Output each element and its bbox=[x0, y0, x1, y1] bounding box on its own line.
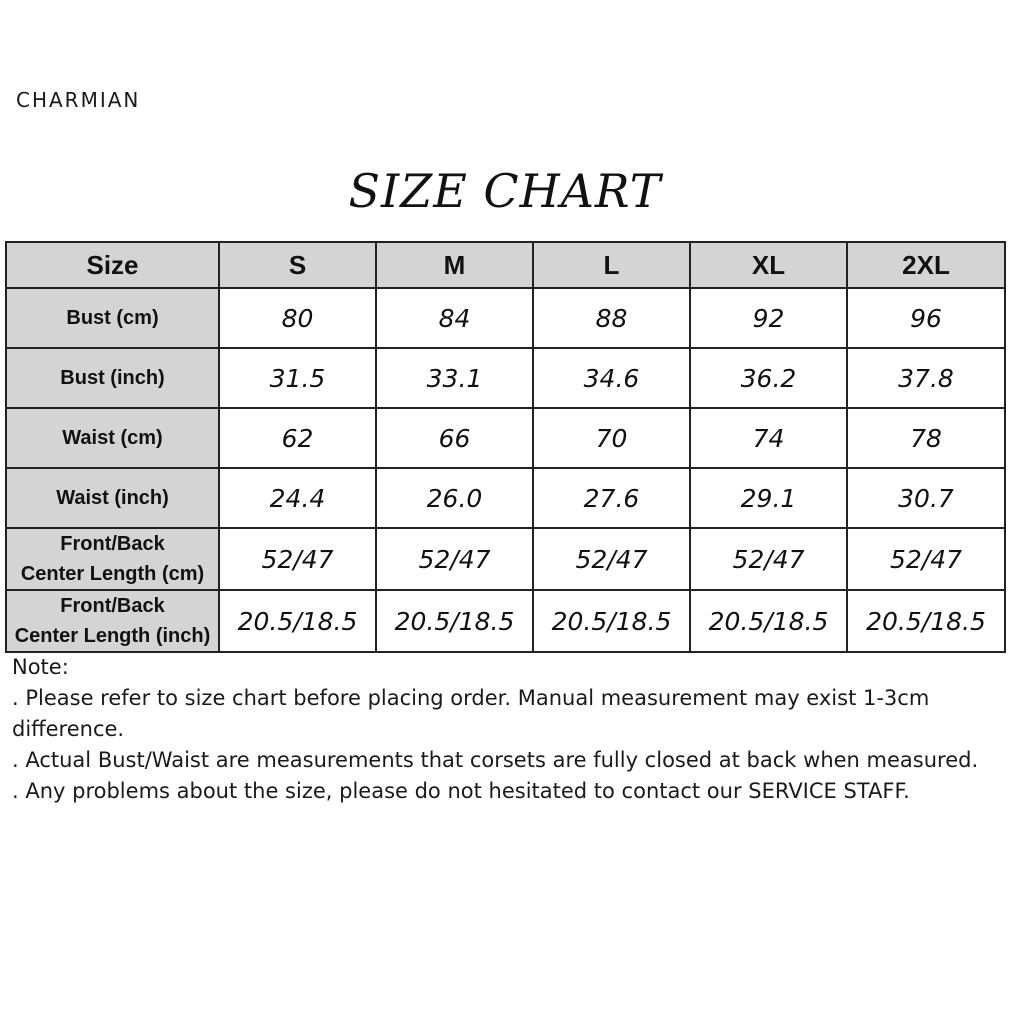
table-row bbox=[6, 528, 1005, 590]
table-cell: 20.5/18.5 bbox=[690, 590, 847, 652]
table-row bbox=[6, 408, 1005, 468]
notes-section bbox=[12, 652, 997, 807]
table-cell: 52/47 bbox=[376, 528, 533, 590]
table-cell: 78 bbox=[847, 408, 1005, 468]
table-cell: 84 bbox=[376, 288, 533, 348]
table-cell: 29.1 bbox=[690, 468, 847, 528]
table-cell: 92 bbox=[690, 288, 847, 348]
table-cell: 88 bbox=[533, 288, 690, 348]
table-row bbox=[6, 288, 1005, 348]
table-cell: 74 bbox=[690, 408, 847, 468]
row-label-line: Front/Back bbox=[60, 595, 165, 617]
brand-logo: CHARMIAN bbox=[16, 88, 141, 112]
row-label-line: Center Length (cm) bbox=[20, 563, 205, 585]
notes-heading: Note: bbox=[12, 655, 69, 679]
table-cell: 20.5/18.5 bbox=[847, 590, 1005, 652]
table-cell: 80 bbox=[219, 288, 376, 348]
note-item: . Please refer to size chart before placing order. Manual measurement may exist 1-3cm difference. bbox=[12, 686, 930, 741]
table-cell: 66 bbox=[376, 408, 533, 468]
column-header-s: S bbox=[219, 242, 376, 288]
table-cell: 30.7 bbox=[847, 468, 1005, 528]
table-cell: 24.4 bbox=[219, 468, 376, 528]
column-header-l: L bbox=[533, 242, 690, 288]
row-label-bust-cm: Bust (cm) bbox=[6, 288, 219, 348]
column-header-m: M bbox=[376, 242, 533, 288]
table-cell: 26.0 bbox=[376, 468, 533, 528]
table-cell: 52/47 bbox=[847, 528, 1005, 590]
table-cell: 96 bbox=[847, 288, 1005, 348]
table-cell: 70 bbox=[533, 408, 690, 468]
table-cell: 20.5/18.5 bbox=[533, 590, 690, 652]
column-header-size: Size bbox=[6, 242, 219, 288]
table-cell: 31.5 bbox=[219, 348, 376, 408]
row-label-line: Front/Back bbox=[60, 533, 165, 555]
row-label-length-cm bbox=[6, 528, 219, 590]
table-cell: 52/47 bbox=[690, 528, 847, 590]
table-row bbox=[6, 468, 1005, 528]
table-cell: 33.1 bbox=[376, 348, 533, 408]
table-cell: 37.8 bbox=[847, 348, 1005, 408]
table-cell: 36.2 bbox=[690, 348, 847, 408]
table-cell: 52/47 bbox=[219, 528, 376, 590]
note-item: . Any problems about the size, please do not hesitated to contact our SERVICE STAFF. bbox=[12, 779, 910, 803]
page-title: SIZE CHART bbox=[348, 164, 662, 218]
table-header-row bbox=[6, 242, 1005, 288]
table-row bbox=[6, 348, 1005, 408]
table-cell: 52/47 bbox=[533, 528, 690, 590]
table-cell: 34.6 bbox=[533, 348, 690, 408]
row-label-line: Center Length (inch) bbox=[14, 625, 211, 647]
column-header-2xl: 2XL bbox=[847, 242, 1005, 288]
table-cell: 62 bbox=[219, 408, 376, 468]
table-cell: 27.6 bbox=[533, 468, 690, 528]
row-label-waist-cm: Waist (cm) bbox=[6, 408, 219, 468]
column-header-xl: XL bbox=[690, 242, 847, 288]
table-row bbox=[6, 590, 1005, 652]
size-chart-table bbox=[5, 241, 1006, 653]
row-label-waist-inch: Waist (inch) bbox=[6, 468, 219, 528]
row-label-bust-inch: Bust (inch) bbox=[6, 348, 219, 408]
note-item: . Actual Bust/Waist are measurements that corsets are fully closed at back when measured. bbox=[12, 748, 979, 772]
table-cell: 20.5/18.5 bbox=[219, 590, 376, 652]
row-label-length-inch bbox=[6, 590, 219, 652]
table-cell: 20.5/18.5 bbox=[376, 590, 533, 652]
